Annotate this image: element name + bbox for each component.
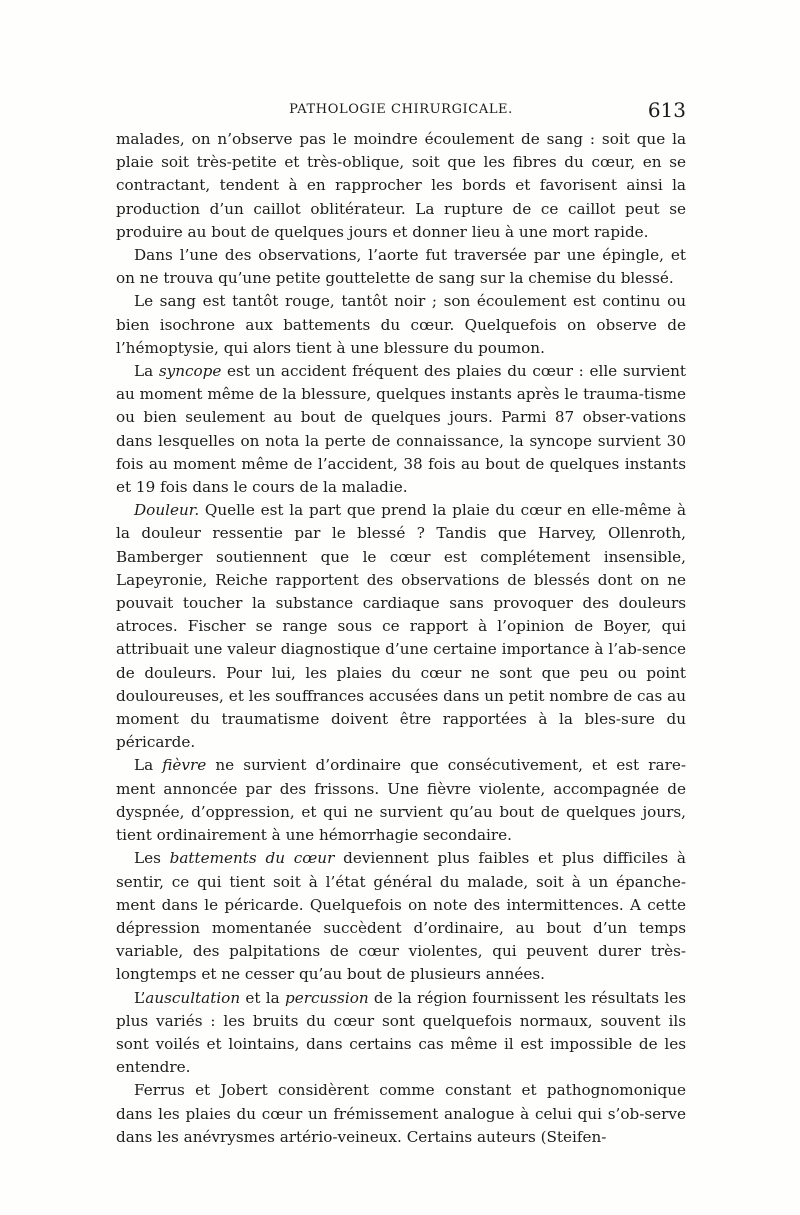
paragraph-text: Les bbox=[134, 849, 170, 868]
paragraph-text: L’ bbox=[134, 988, 146, 1007]
paragraph-1 bbox=[116, 128, 686, 244]
paragraph-text: Le sang est tantôt rouge, tantôt noir ; son écoulement est continu ou bien isochrone aux battements du cœur. Quelquefois on observe de l’hémoptysie, qui alors tient à une blessure du poumon. bbox=[116, 292, 686, 357]
paragraph-text: ne survient d’ordinaire que consécutivement, et est rare-ment annoncée par des frissons. Une fièvre violente, accompagnée de dyspnée, d’oppression, et qui ne survient qu’au bout de quelques jours, tient ordinairement à une hémorrhagie secondaire. bbox=[116, 756, 686, 845]
running-title: PATHOLOGIE CHIRURGICALE. bbox=[289, 102, 513, 117]
paragraph-text: deviennent plus faibles et plus difficiles à sentir, ce qui tient soit à l’état général du malade, soit à un épanche-ment dans le péricarde. Quelquefois on note des intermittences. A cette dépression momentanée succèdent d’ordinaire, au bout d’un temps variable, des palpitations de cœur violentes, qui peuvent durer très-longtemps et ne cesser qu’au bout de plusieurs années. bbox=[116, 849, 686, 984]
paragraph-text: La bbox=[134, 756, 163, 775]
italic-term-fievre: fièvre bbox=[162, 756, 207, 775]
paragraph-text: Quelle est la part que prend la plaie du cœur en elle-même à la douleur ressentie par le blessé ? Tandis que Harvey, Ollenroth, Bamberger soutiennent que le cœur est complétement insensible, Lapeyronie, Reiche rapportent des observations de blessés dont on ne pouvait toucher la substance cardiaque sans provoquer des douleurs atroces. Fischer se range sous ce rapport à l’opinion de Boyer, qui attribuait une valeur diagnostique d’une certaine importance à l’ab-sence de douleurs. Pour lui, les plaies du cœur ne sont que peu ou point douloureuses, et les souffrances accusées dans un petit nombre de cas au moment du traumatisme doivent être rapportées à la bles-sure du péricarde. bbox=[116, 501, 686, 752]
italic-term-battements: battements du cœur bbox=[169, 849, 335, 868]
body-text bbox=[116, 128, 686, 1149]
paragraph-text: malades, on n’observe pas le moindre écoulement de sang : soit que la plaie soit très-petite et très-oblique, soit que les fibres du cœur, en se contractant, tendent à en rapprocher les bords et favorisent ainsi la production d’un caillot oblitérateur. La rupture de ce caillot peut se produire au bout de quelques jours et donner lieu à une mort rapide. bbox=[116, 130, 686, 241]
italic-heading-douleur: Douleur. bbox=[134, 501, 200, 520]
paragraph-6 bbox=[116, 754, 686, 847]
paragraph-text: Ferrus et Jobert considèrent comme constant et pathognomonique dans les plaies du cœur un frémissement analogue à celui qui s’ob-serve dans les anévrysmes artério-veineux. Certains auteurs (Steifen- bbox=[116, 1081, 686, 1146]
paragraph-7 bbox=[116, 847, 686, 986]
paragraph-text: et la bbox=[240, 988, 285, 1007]
paragraph-text: La bbox=[134, 362, 159, 381]
page-number: 613 bbox=[647, 98, 686, 122]
paragraph-8 bbox=[116, 987, 686, 1080]
paragraph-text: de la région fournissent les résultats les plus variés : les bruits du cœur sont quelquefois normaux, souvent ils sont voilés et lointains, dans certains cas même il est impossible de les entendre. bbox=[116, 988, 686, 1077]
paragraph-text: Dans l’une des observations, l’aorte fut traversée par une épingle, et on ne trouva qu’une petite gouttelette de sang sur la chemise du blessé. bbox=[116, 246, 686, 288]
paragraph-2 bbox=[116, 244, 686, 290]
italic-term-auscultation: auscultation bbox=[145, 988, 241, 1007]
paragraph-4 bbox=[116, 360, 686, 499]
italic-term-percussion: percussion bbox=[285, 988, 369, 1007]
paragraph-text: est un accident fréquent des plaies du cœur : elle survient au moment même de la blessure, quelques instants après le trauma-tisme ou bien seulement au bout de quelques jours. Parmi 87 obser-vations dans lesquelles on nota la perte de connaissance, la syncope survient 30 fois au moment même de l’accident, 38 fois au bout de quelques instants et 19 fois dans le cours de la maladie. bbox=[116, 362, 686, 497]
paragraph-9 bbox=[116, 1079, 686, 1149]
italic-term-syncope: syncope bbox=[158, 362, 222, 381]
paragraph-3 bbox=[116, 290, 686, 360]
paragraph-5 bbox=[116, 499, 686, 754]
page-header bbox=[116, 98, 686, 124]
